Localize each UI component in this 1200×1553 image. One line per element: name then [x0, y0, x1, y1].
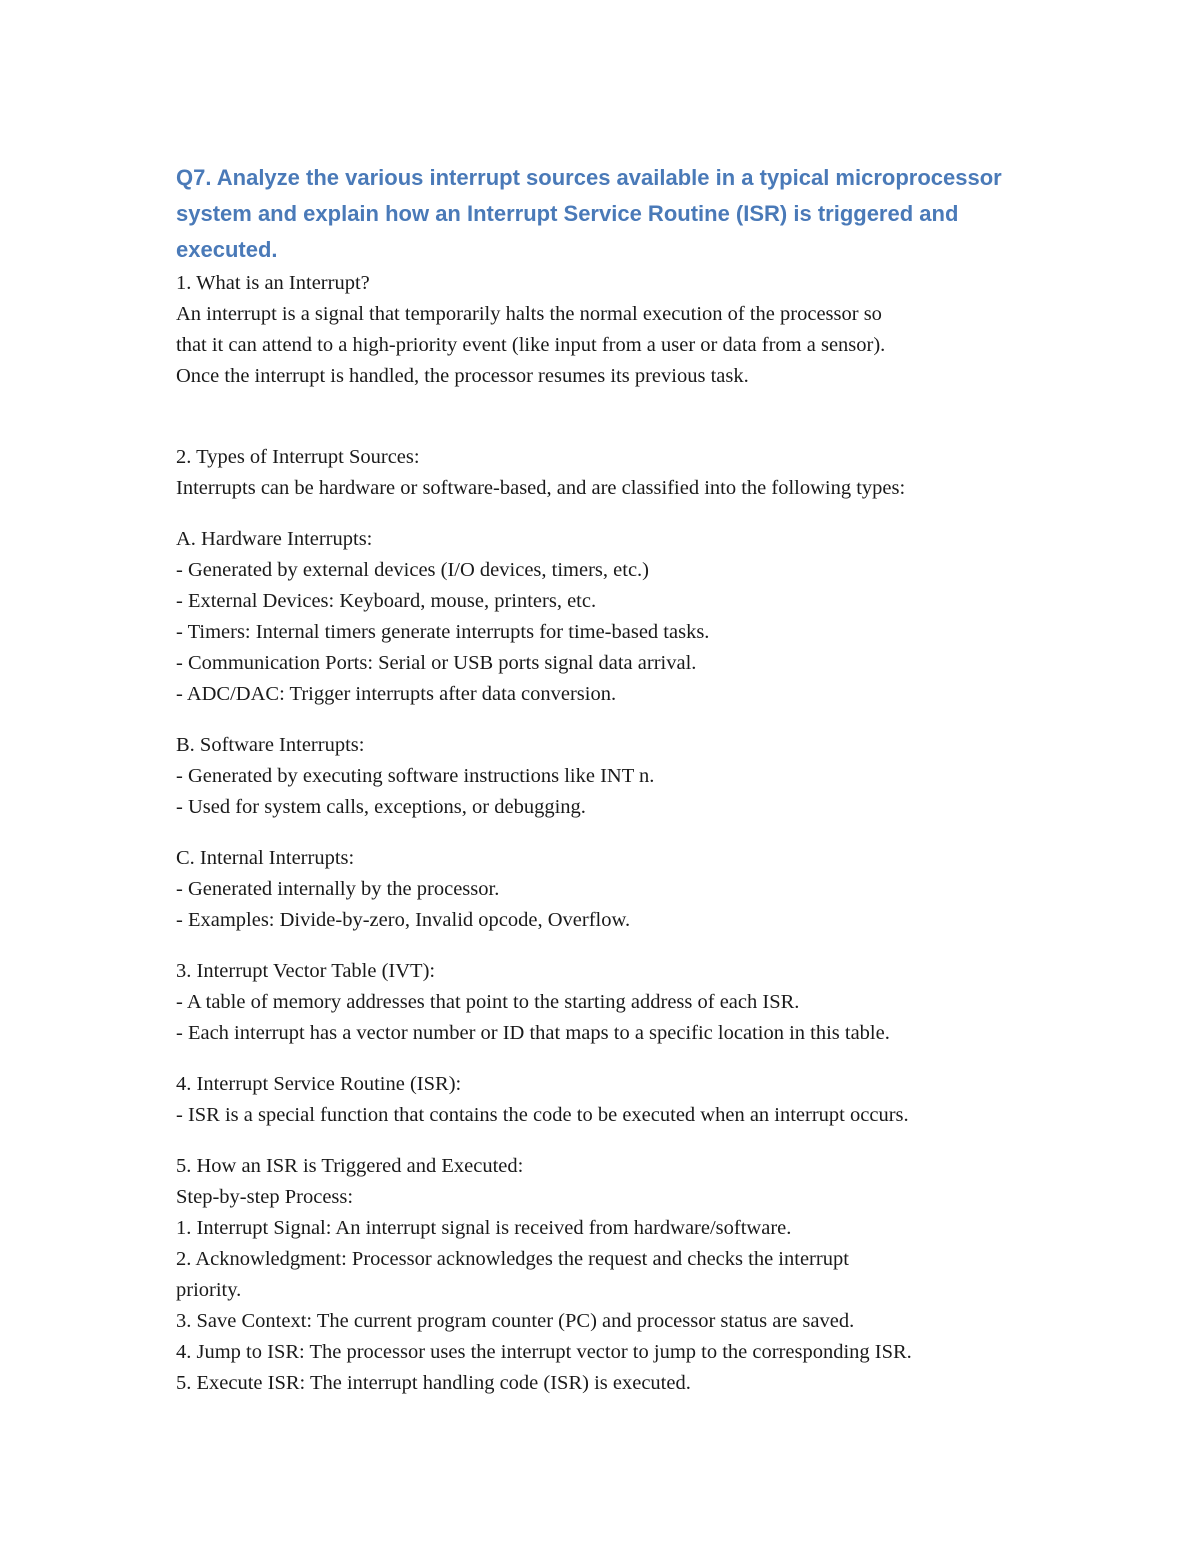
section-isr — [176, 1069, 1036, 1131]
question-line: system and explain how an Interrupt Service Routine (ISR) is triggered and — [176, 201, 959, 226]
question-line: Q7. Analyze the various interrupt sources available in a typical microprocessor — [176, 165, 1002, 190]
list-item: - Communication Ports: Serial or USB ports signal data arrival. — [176, 652, 697, 674]
list-item: - Used for system calls, exceptions, or debugging. — [176, 796, 586, 818]
step-item: 2. Acknowledgment: Processor acknowledges the request and checks the interrupt — [176, 1248, 849, 1270]
section-title: 1. What is an Interrupt? — [176, 272, 370, 294]
section-types — [176, 442, 1036, 504]
section-isr-execution — [176, 1151, 1036, 1399]
list-item: - Each interrupt has a vector number or ID that maps to a specific location in this table. — [176, 1022, 890, 1044]
step-item: 5. Execute ISR: The interrupt handling code (ISR) is executed. — [176, 1372, 691, 1394]
section-software-interrupts — [176, 730, 1036, 823]
section-title: 4. Interrupt Service Routine (ISR): — [176, 1073, 462, 1095]
subsection-title: Step-by-step Process: — [176, 1186, 354, 1208]
list-item: - Generated by executing software instructions like INT n. — [176, 765, 655, 787]
list-item: - External Devices: Keyboard, mouse, printers, etc. — [176, 590, 597, 612]
subsection-title: B. Software Interrupts: — [176, 734, 365, 756]
subsection-title: A. Hardware Interrupts: — [176, 528, 373, 550]
body-text: that it can attend to a high-priority event (like input from a user or data from a sensor). — [176, 334, 886, 356]
list-item: - A table of memory addresses that point to the starting address of each ISR. — [176, 991, 800, 1013]
body-text: Once the interrupt is handled, the processor resumes its previous task. — [176, 365, 749, 387]
section-title: 3. Interrupt Vector Table (IVT): — [176, 960, 436, 982]
step-item: 3. Save Context: The current program counter (PC) and processor status are saved. — [176, 1310, 855, 1332]
list-item: - Generated internally by the processor. — [176, 878, 500, 900]
step-item: priority. — [176, 1279, 242, 1301]
section-what-is-interrupt — [176, 268, 1036, 392]
section-title: 5. How an ISR is Triggered and Executed: — [176, 1155, 524, 1177]
section-ivt — [176, 956, 1036, 1049]
step-item: 1. Interrupt Signal: An interrupt signal is received from hardware/software. — [176, 1217, 792, 1239]
section-internal-interrupts — [176, 843, 1036, 936]
list-item: - Examples: Divide-by-zero, Invalid opcode, Overflow. — [176, 909, 631, 931]
list-item: - Timers: Internal timers generate interrupts for time-based tasks. — [176, 621, 710, 643]
section-title: 2. Types of Interrupt Sources: — [176, 446, 420, 468]
subsection-title: C. Internal Interrupts: — [176, 847, 355, 869]
body-text: An interrupt is a signal that temporarily halts the normal execution of the processor so — [176, 303, 882, 325]
list-item: - Generated by external devices (I/O devices, timers, etc.) — [176, 559, 649, 581]
body-text: Interrupts can be hardware or software-based, and are classified into the following types: — [176, 477, 906, 499]
document-body — [176, 160, 1036, 1399]
section-hardware-interrupts — [176, 524, 1036, 710]
question-line: executed. — [176, 237, 278, 262]
list-item: - ADC/DAC: Trigger interrupts after data conversion. — [176, 683, 617, 705]
question-heading — [176, 160, 1036, 268]
list-item: - ISR is a special function that contains the code to be executed when an interrupt occurs. — [176, 1104, 909, 1126]
step-item: 4. Jump to ISR: The processor uses the interrupt vector to jump to the corresponding ISR. — [176, 1341, 912, 1363]
